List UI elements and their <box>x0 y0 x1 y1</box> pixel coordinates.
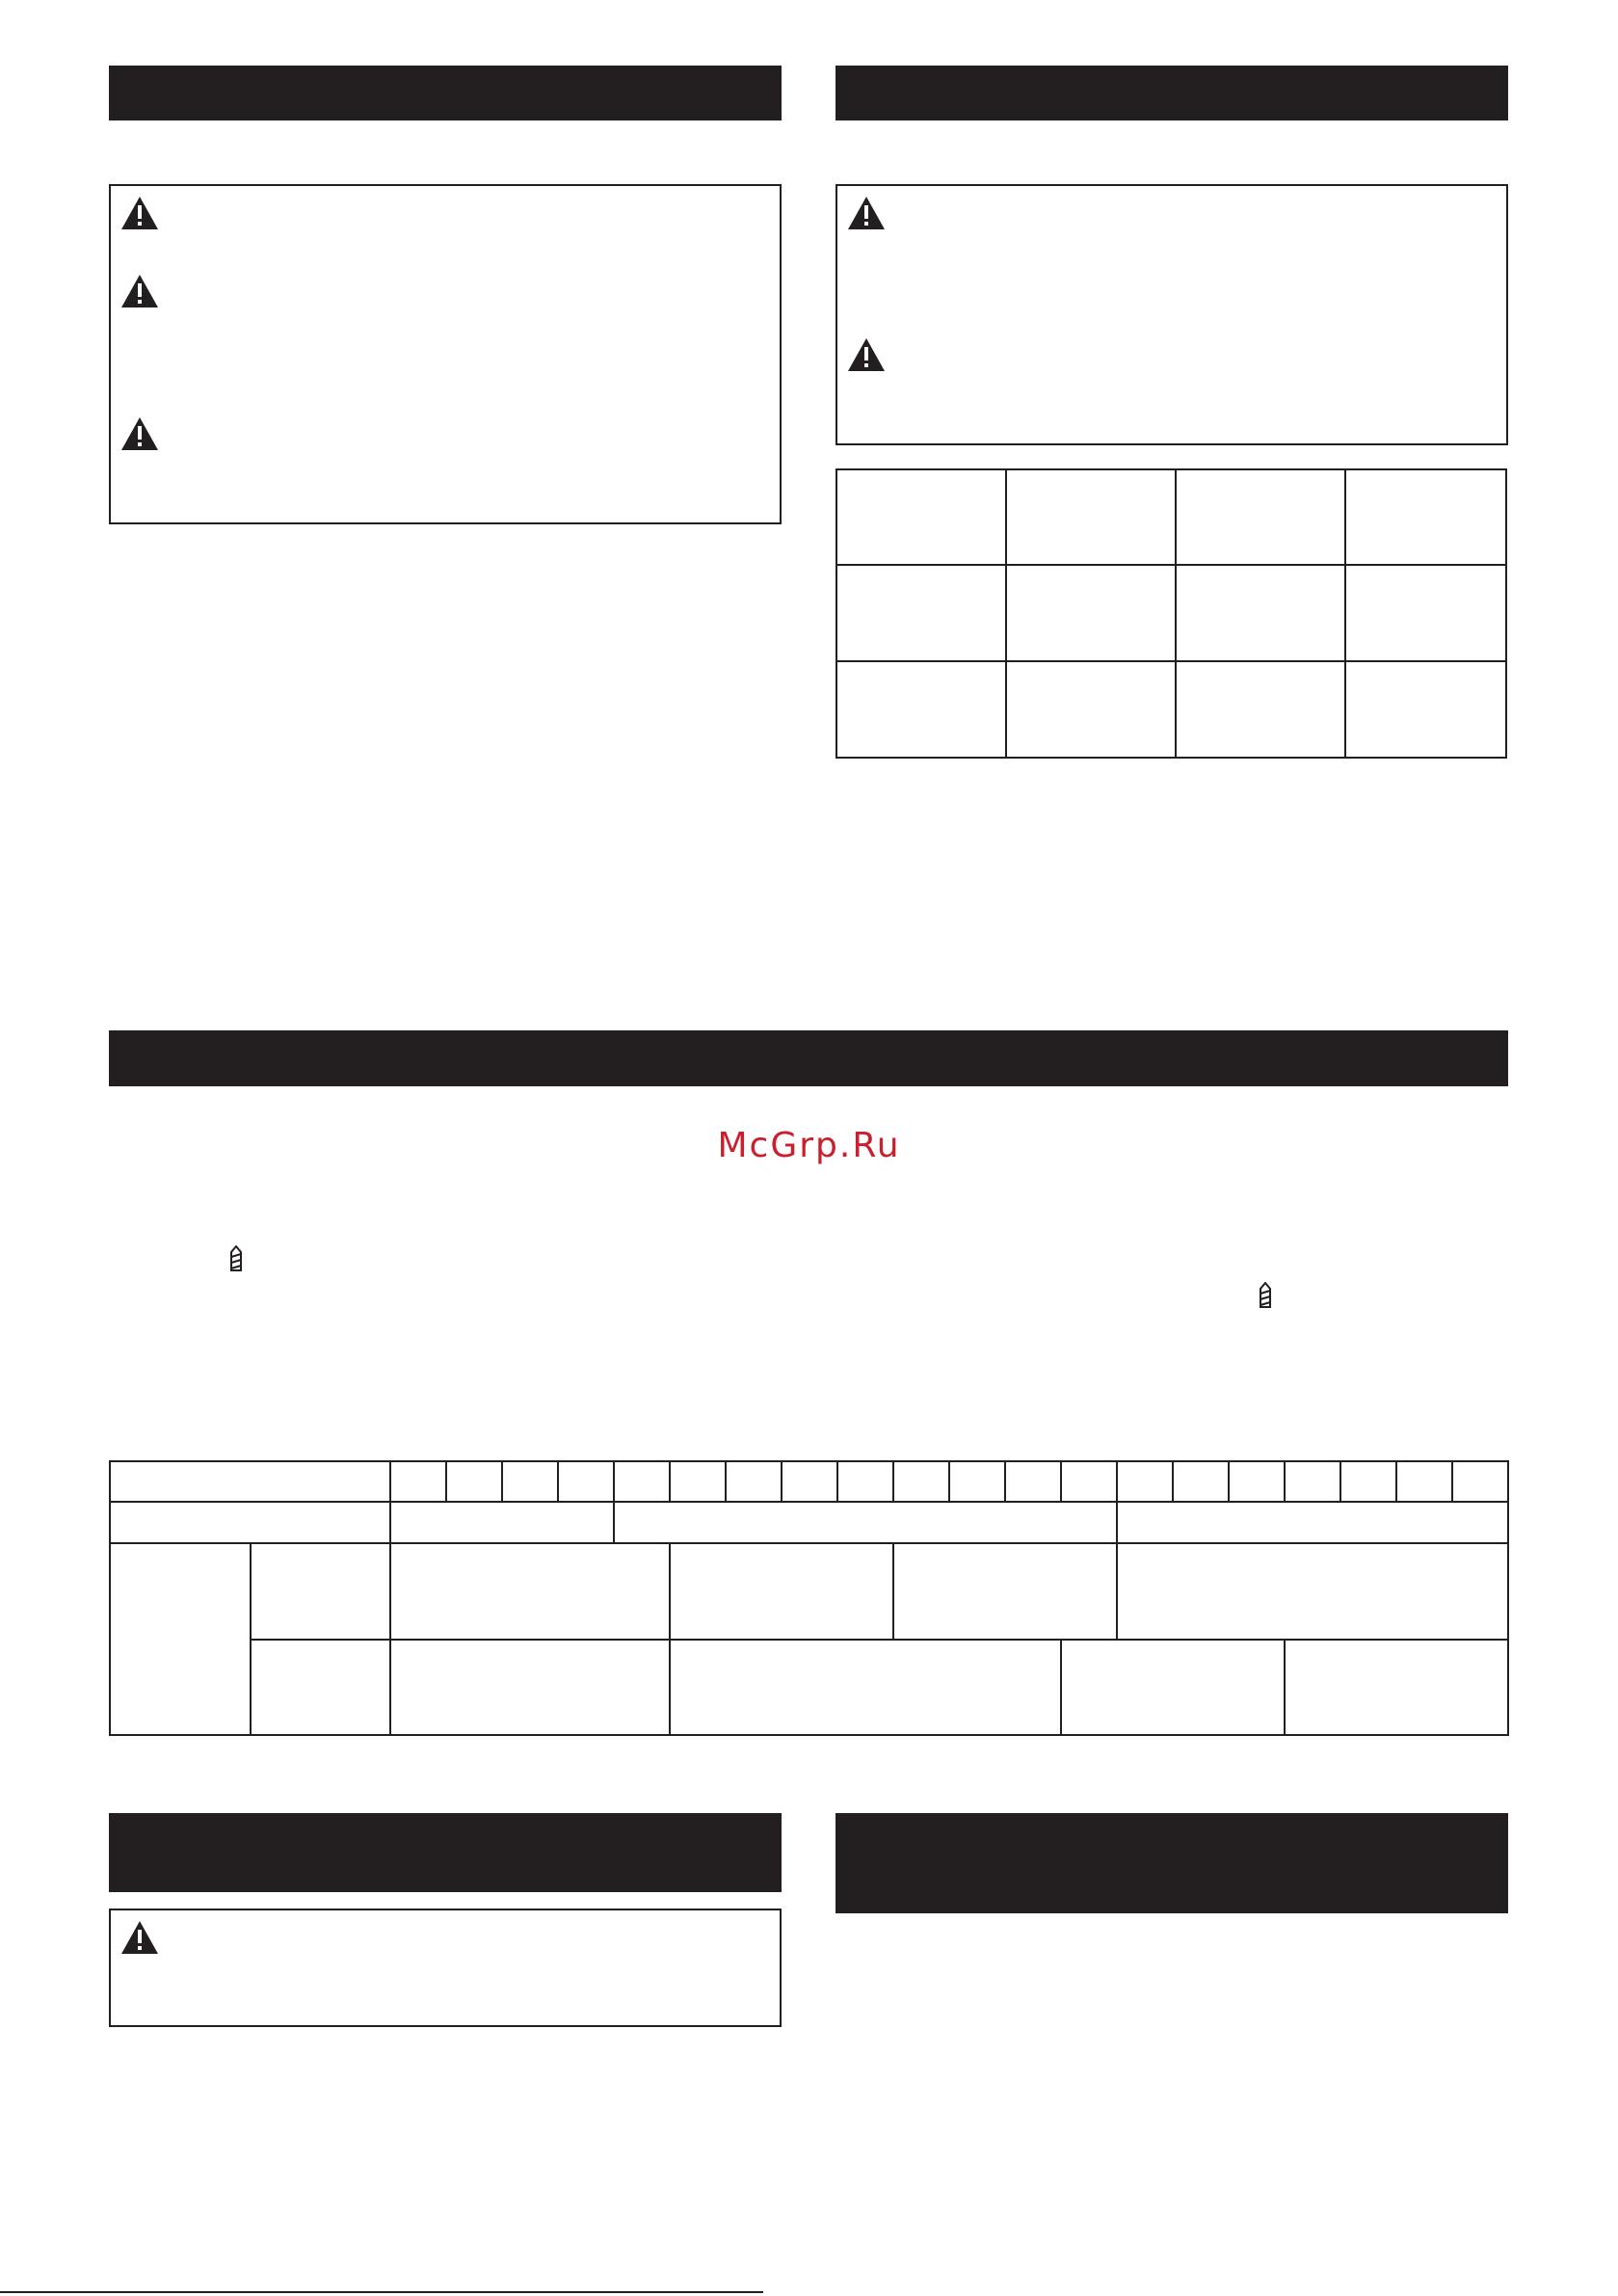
warning-triangle-icon <box>120 416 159 451</box>
table-cell <box>836 565 1006 661</box>
watermark-text: McGrp.Ru <box>717 1126 901 1165</box>
table-cell <box>1345 661 1506 758</box>
grid-outer-frame <box>110 1461 1508 1735</box>
caution-box-bottom-left <box>109 1909 782 2027</box>
warning-triangle-icon <box>120 274 159 308</box>
drill-bit-icon <box>1259 1282 1272 1309</box>
table-cell <box>1345 469 1506 565</box>
section-header-bar-top-left <box>109 66 782 120</box>
caution-box-top-right <box>836 184 1508 445</box>
table-cell <box>1176 565 1345 661</box>
warning-triangle-icon <box>120 196 159 230</box>
table-cell <box>1006 661 1176 758</box>
grid-table-top-right <box>836 468 1507 759</box>
table-cell <box>836 661 1006 758</box>
warning-triangle-icon <box>847 196 886 230</box>
section-header-bar-bottom-right <box>836 1813 1508 1913</box>
table-cell <box>1176 661 1345 758</box>
table-cell <box>836 469 1006 565</box>
table-cell <box>1006 565 1176 661</box>
table-cell <box>1345 565 1506 661</box>
warning-triangle-icon <box>120 1920 159 1955</box>
caution-box-top-left <box>109 184 782 524</box>
section-header-bar-top-right <box>836 66 1508 120</box>
section-header-bar-middle <box>109 1030 1508 1086</box>
table-cell <box>1006 469 1176 565</box>
table-cell <box>1176 469 1345 565</box>
drill-bit-icon <box>229 1245 243 1272</box>
warning-triangle-icon <box>847 337 886 372</box>
footer-rule <box>0 2291 763 2293</box>
section-header-bar-bottom-left <box>109 1813 782 1892</box>
